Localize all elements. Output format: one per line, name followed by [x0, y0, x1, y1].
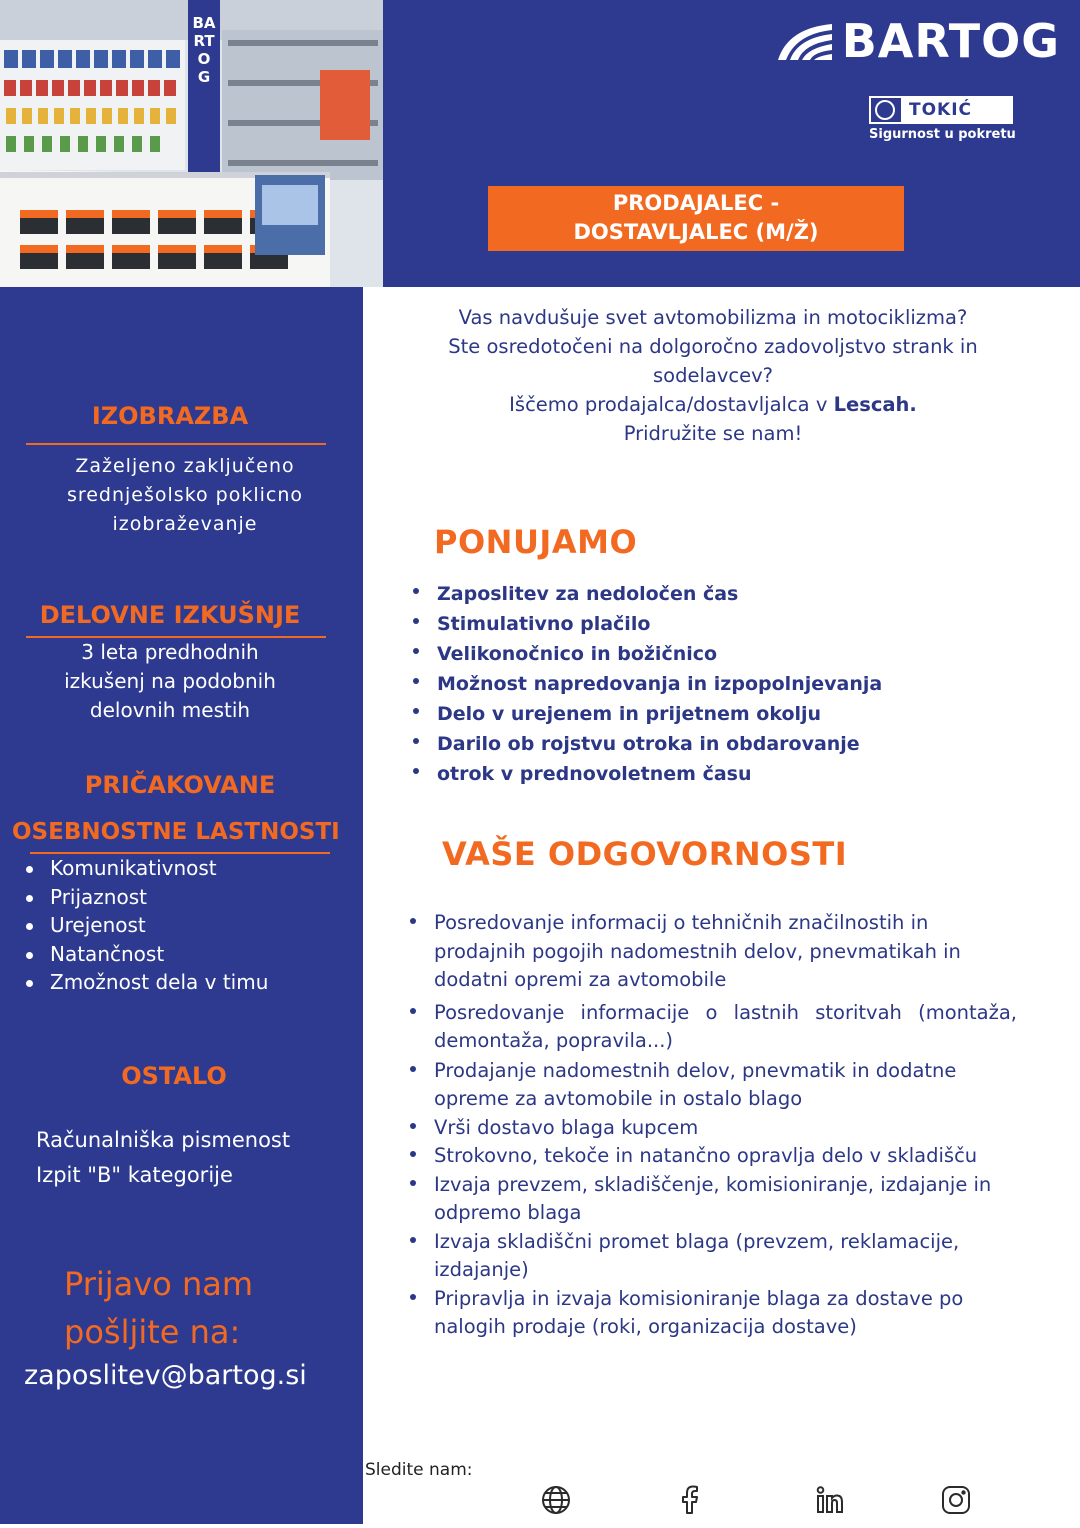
responsibilities-heading: VAŠE ODGOVORNOSTI: [442, 835, 848, 873]
intro-line-prefix: Iščemo prodajalca/dostavljalca v: [509, 393, 834, 416]
list-item-continuation: otrok v prednovoletnem času: [410, 759, 882, 789]
experience-line: izkušenj na podobnih: [64, 669, 276, 693]
intro-line: Vas navdušuje svet avtomobilizma in motociklizma?: [458, 306, 968, 329]
apply-heading: [64, 1260, 253, 1356]
job-title-line1: PRODAJALEC -: [612, 191, 780, 215]
follow-label: Sledite nam:: [365, 1460, 473, 1480]
education-line: izobraževanje: [112, 513, 258, 535]
list-item: Prodajanje nadomestnih delov, pnevmatik in dodatne opreme za avtomobile in ostalo blago: [407, 1057, 1017, 1114]
brand-name: BARTOG: [841, 14, 1060, 68]
tokic-logo: [869, 96, 1016, 142]
list-item: Stimulativno plačilo: [410, 609, 882, 639]
list-item: Prijaznost: [24, 883, 268, 912]
traits-list: [24, 854, 268, 997]
list-item: Delo v urejenem in prijetnem okolju: [410, 699, 882, 729]
traits-heading-line2: OSEBNOSTNE LASTNOSTI: [12, 819, 340, 845]
intro-line: Pridružite se nam!: [623, 422, 803, 445]
experience-line: delovnih mestih: [89, 698, 251, 722]
offer-heading: PONUJAMO: [434, 523, 638, 561]
intro-line: sodelavcev?: [653, 364, 773, 387]
facebook-icon[interactable]: [674, 1484, 706, 1516]
list-item: Posredovanje informacij o tehničnih značilnostih in prodajnih pogojih nadomestnih delov, pnevmatikah in dodatni opremi za avtomobile: [407, 909, 1017, 995]
other-line: Računalniška pismenost: [36, 1128, 291, 1152]
list-item: Posredovanje informacije o lastnih storitvah (montaža, demontaža, popravila...): [407, 999, 1017, 1056]
apply-line: pošljite na:: [64, 1313, 241, 1351]
tokic-slogan: Sigurnost u pokretu: [869, 127, 1016, 142]
email-link[interactable]: zaposlitev@bartog.si: [24, 1360, 307, 1391]
intro-text: [388, 303, 1038, 448]
tokic-name: TOKIĆ: [901, 98, 1011, 122]
list-item: Komunikativnost: [24, 854, 268, 883]
list-item: Darilo ob rojstvu otroka in obdarovanje: [410, 729, 882, 759]
bartog-mark-icon: [774, 20, 836, 62]
list-item: Strokovno, tekoče in natančno opravlja delo v skladišču: [407, 1142, 1017, 1171]
job-title-line2: DOSTAVLJALEC (M/Ž): [573, 220, 819, 244]
experience-line: 3 leta predhodnih: [81, 640, 259, 664]
other-text: [36, 1123, 290, 1193]
list-item: Natančnost: [24, 940, 268, 969]
other-heading: OSTALO: [121, 1062, 227, 1090]
tokic-circle-icon: [875, 100, 895, 120]
experience-text: [20, 638, 320, 725]
list-item: Velikonočnico in božičnico: [410, 639, 882, 669]
education-line: Zaželjeno zaključeno: [75, 455, 295, 477]
linkedin-icon[interactable]: [814, 1484, 846, 1516]
experience-heading: DELOVNE IZKUŠNJE: [39, 601, 301, 629]
list-item: Možnost napredovanja in izpopolnjevanja: [410, 669, 882, 699]
education-line: srednješolsko poklicno: [66, 484, 304, 506]
intro-line: Ste osredotočeni na dolgoročno zadovoljstvo strank in: [448, 335, 978, 358]
list-item: Zaposlitev za nedoločen čas: [410, 579, 882, 609]
intro-line: [388, 390, 1038, 419]
job-title: [488, 186, 904, 251]
globe-icon[interactable]: [540, 1484, 572, 1516]
other-line: Izpit "B" kategorije: [36, 1163, 233, 1187]
education-heading: IZOBRAZBA: [91, 402, 249, 430]
list-item: Pripravlja in izvaja komisioniranje blaga za dostave po nalogih prodaje (roki, organizacija dostave): [407, 1285, 1017, 1342]
instagram-icon[interactable]: [940, 1484, 972, 1516]
store-photo: [0, 0, 383, 287]
offer-list: [410, 579, 882, 789]
list-item: Izvaja prevzem, skladiščenje, komisioniranje, izdajanje in odpremo blaga: [407, 1171, 1017, 1228]
education-divider: [26, 443, 326, 445]
responsibilities-list: [407, 909, 1017, 1342]
traits-heading-line1: PRIČAKOVANE: [84, 771, 276, 799]
intro-location: Lescah.: [833, 393, 917, 416]
apply-line: Prijavo nam: [64, 1265, 254, 1303]
list-item: Izvaja skladiščni promet blaga (prevzem, reklamacije, izdajanje): [407, 1228, 1017, 1285]
list-item: Zmožnost dela v timu: [24, 968, 268, 997]
education-text: [20, 452, 350, 539]
bartog-logo: [774, 14, 1060, 68]
list-item: Urejenost: [24, 911, 268, 940]
list-item: Vrši dostavo blaga kupcem: [407, 1114, 1017, 1143]
photo-sign: BARTOG: [192, 14, 216, 86]
